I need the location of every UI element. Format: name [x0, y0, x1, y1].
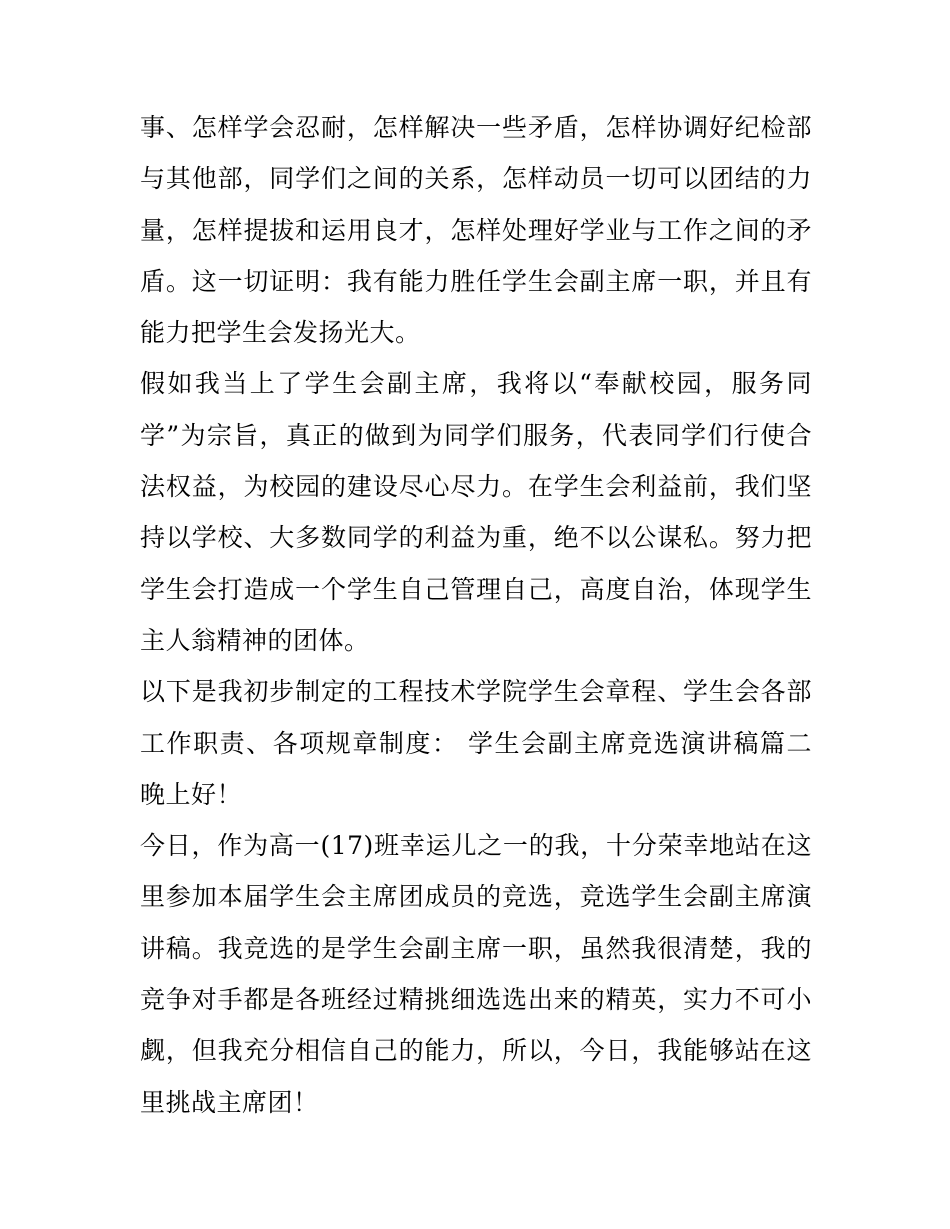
paragraph-1: 事、怎样学会忍耐，怎样解决一些矛盾，怎样协调好纪检部与其他部，同学们之间的关系，怎样动员一切可以团结的力量，怎样提拔和运用良才，怎样处理好学业与工作之间的矛盾。这一切证明：我有能力胜任学生会副主席一职，并且有能力把学生会发扬光大。	[140, 113, 812, 348]
paragraph-3: 以下是我初步制定的工程技术学院学生会章程、学生会各部工作职责、各项规章制度： 学生会副主席竞选演讲稿篇二 晚上好！	[140, 677, 812, 809]
paragraph-2: 假如我当上了学生会副主席，我将以“奉献校园，服务同学”为宗旨，真正的做到为同学们服务，代表同学们行使合法权益，为校园的建设尽心尽力。在学生会利益前，我们坚持以学校、大多数同学的利益为重，绝不以公谋私。努力把学生会打造成一个学生自己管理自己，高度自治，体现学生主人翁精神的团体。	[140, 369, 812, 655]
document-body	[140, 102, 812, 1128]
paragraph-4: 今日，作为高一(17)班幸运儿之一的我，十分荣幸地站在这里参加本届学生会主席团成员的竞选，竞选学生会副主席演讲稿。我竞选的是学生会副主席一职，虽然我很清楚，我的竞争对手都是各班经过精挑细选选出来的精英，实力不可小觑，但我充分相信自己的能力，所以，今日，我能够站在这里挑战主席团！	[140, 831, 812, 1117]
